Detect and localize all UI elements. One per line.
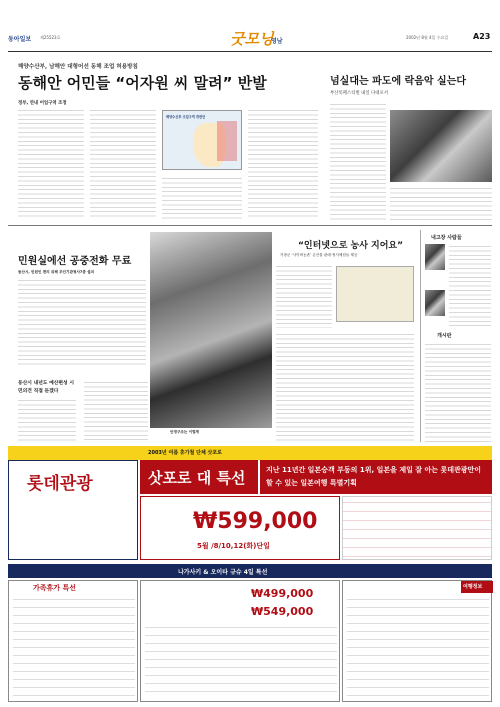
- nagasaki-list: [145, 623, 337, 699]
- map-graphic: [162, 110, 242, 170]
- nagasaki-ad[interactable]: [140, 580, 340, 702]
- jeju-title: 가족휴가 특선: [33, 584, 77, 592]
- japan-special-text: 지난 11년간 일본승객 부동의 1위, 일본을 제일 잘 아는 롯데관광만이 할 수 있는 일본여행 특별기획: [266, 466, 482, 487]
- article-phone: [18, 230, 148, 442]
- sidebar-body: [449, 244, 491, 328]
- rockfest-body-2: [390, 186, 492, 220]
- region-label: 영남: [271, 38, 283, 45]
- sapporo-ad[interactable]: [140, 460, 258, 494]
- rockfest-photo: [390, 110, 492, 182]
- cyberfarm-byline: 거창군 ‘사이버농촌’ 온산물 판매·정사체험들 제공: [280, 253, 358, 257]
- price-main: ₩599,000: [193, 509, 318, 534]
- nagasaki-price: ₩499,000: [251, 587, 314, 600]
- jeju-ad[interactable]: [8, 580, 138, 702]
- guide-tag-label: 여행정보: [463, 584, 483, 590]
- right-ad-list: [347, 595, 489, 699]
- sidebar-title: 내고장 사람들: [431, 235, 462, 241]
- person-photo-1: [425, 244, 445, 270]
- sapporo-title: 삿포로 대 특선: [148, 469, 246, 487]
- sidebar: [420, 230, 492, 442]
- body-col-3: [162, 176, 242, 220]
- person-photo-2: [425, 290, 445, 316]
- masthead-logo: 굿모닝: [230, 30, 274, 48]
- masthead: [8, 30, 492, 50]
- cyberfarm-headline: “인터넷으로 농사 지어요”: [298, 241, 404, 251]
- lotte-logo: 롯데관광: [27, 474, 93, 494]
- body-col-4: [248, 108, 318, 220]
- ad-price-box[interactable]: [140, 496, 340, 560]
- right-ad-column[interactable]: [342, 580, 492, 702]
- page-number: A23: [473, 32, 491, 41]
- paper-name: 동아일보: [8, 36, 32, 43]
- kicker: 해양수산부, 남해안 대형어선 동해 조업 허용방침: [18, 64, 138, 70]
- japan-special[interactable]: [260, 460, 492, 494]
- ad-right-list[interactable]: [342, 496, 492, 560]
- cyberfarm-body-1: [276, 264, 332, 328]
- cpr-photo: [150, 232, 272, 428]
- map-zone: [217, 121, 237, 161]
- sidebar-body-2: [425, 342, 491, 442]
- headline: 동해안 어민들 “어자원 씨 말려” 반발: [18, 74, 267, 92]
- budget-subhead: 동산시 내년도 예산편성 시민의견 직접 듣겠다: [18, 381, 74, 394]
- article-rockfest: [328, 62, 492, 220]
- rockfest-headline: 넘실대는 파도에 락음악 실는다: [330, 76, 467, 87]
- cpr-caption: 안경구조는 이렇게: [170, 430, 200, 434]
- rockfest-body: [330, 102, 386, 220]
- ad-top-banner: [8, 446, 492, 460]
- price-sub: 5월 /8/10,12(화)단일: [197, 542, 270, 550]
- phone-body: [18, 278, 146, 368]
- navy-banner-text: 나가사키 & 오이타 규슈 4일 특선: [178, 569, 268, 576]
- ad-section: [8, 446, 492, 702]
- body-col-2: [90, 108, 156, 220]
- sapporo-top-line: 2003년 여름 휴가철 단체 삿포로: [148, 450, 223, 456]
- article-cyberfarm: [276, 230, 416, 442]
- jeju-list: [13, 595, 135, 699]
- masthead-rule: [8, 51, 492, 52]
- guide-tag: [461, 581, 493, 593]
- phone-headline: 민원실에선 공중전화 무료: [18, 256, 132, 267]
- rockfest-subhead: 부산록페스티벌 내일 다대포서: [330, 91, 388, 96]
- issue-number: 제25523호: [40, 35, 61, 40]
- map-title: 해양수산부 조업구역 개편안: [166, 115, 206, 119]
- budget-body: [18, 398, 76, 442]
- phone-byline: 동산시, 민원인 편의 위해 무인기관청사7층 설치: [18, 270, 95, 274]
- cyberfarm-body-2: [276, 332, 414, 442]
- budget-body-2: [84, 380, 148, 442]
- fukuoka-price: ₩549,000: [251, 605, 314, 618]
- lotte-logo-box[interactable]: [8, 460, 138, 560]
- ad-navy-banner[interactable]: [8, 564, 492, 578]
- body-col-1: [18, 108, 84, 220]
- article-fishing: [18, 62, 318, 220]
- cyberfarm-screenshot: [336, 266, 414, 322]
- sidebar-title-2: 개시판: [437, 333, 452, 339]
- byline: 정부, 연내 어업구역 조정: [18, 101, 67, 106]
- masthead-date: 2002년 8월 4일 수요일: [406, 35, 449, 40]
- section-rule-1: [8, 225, 492, 226]
